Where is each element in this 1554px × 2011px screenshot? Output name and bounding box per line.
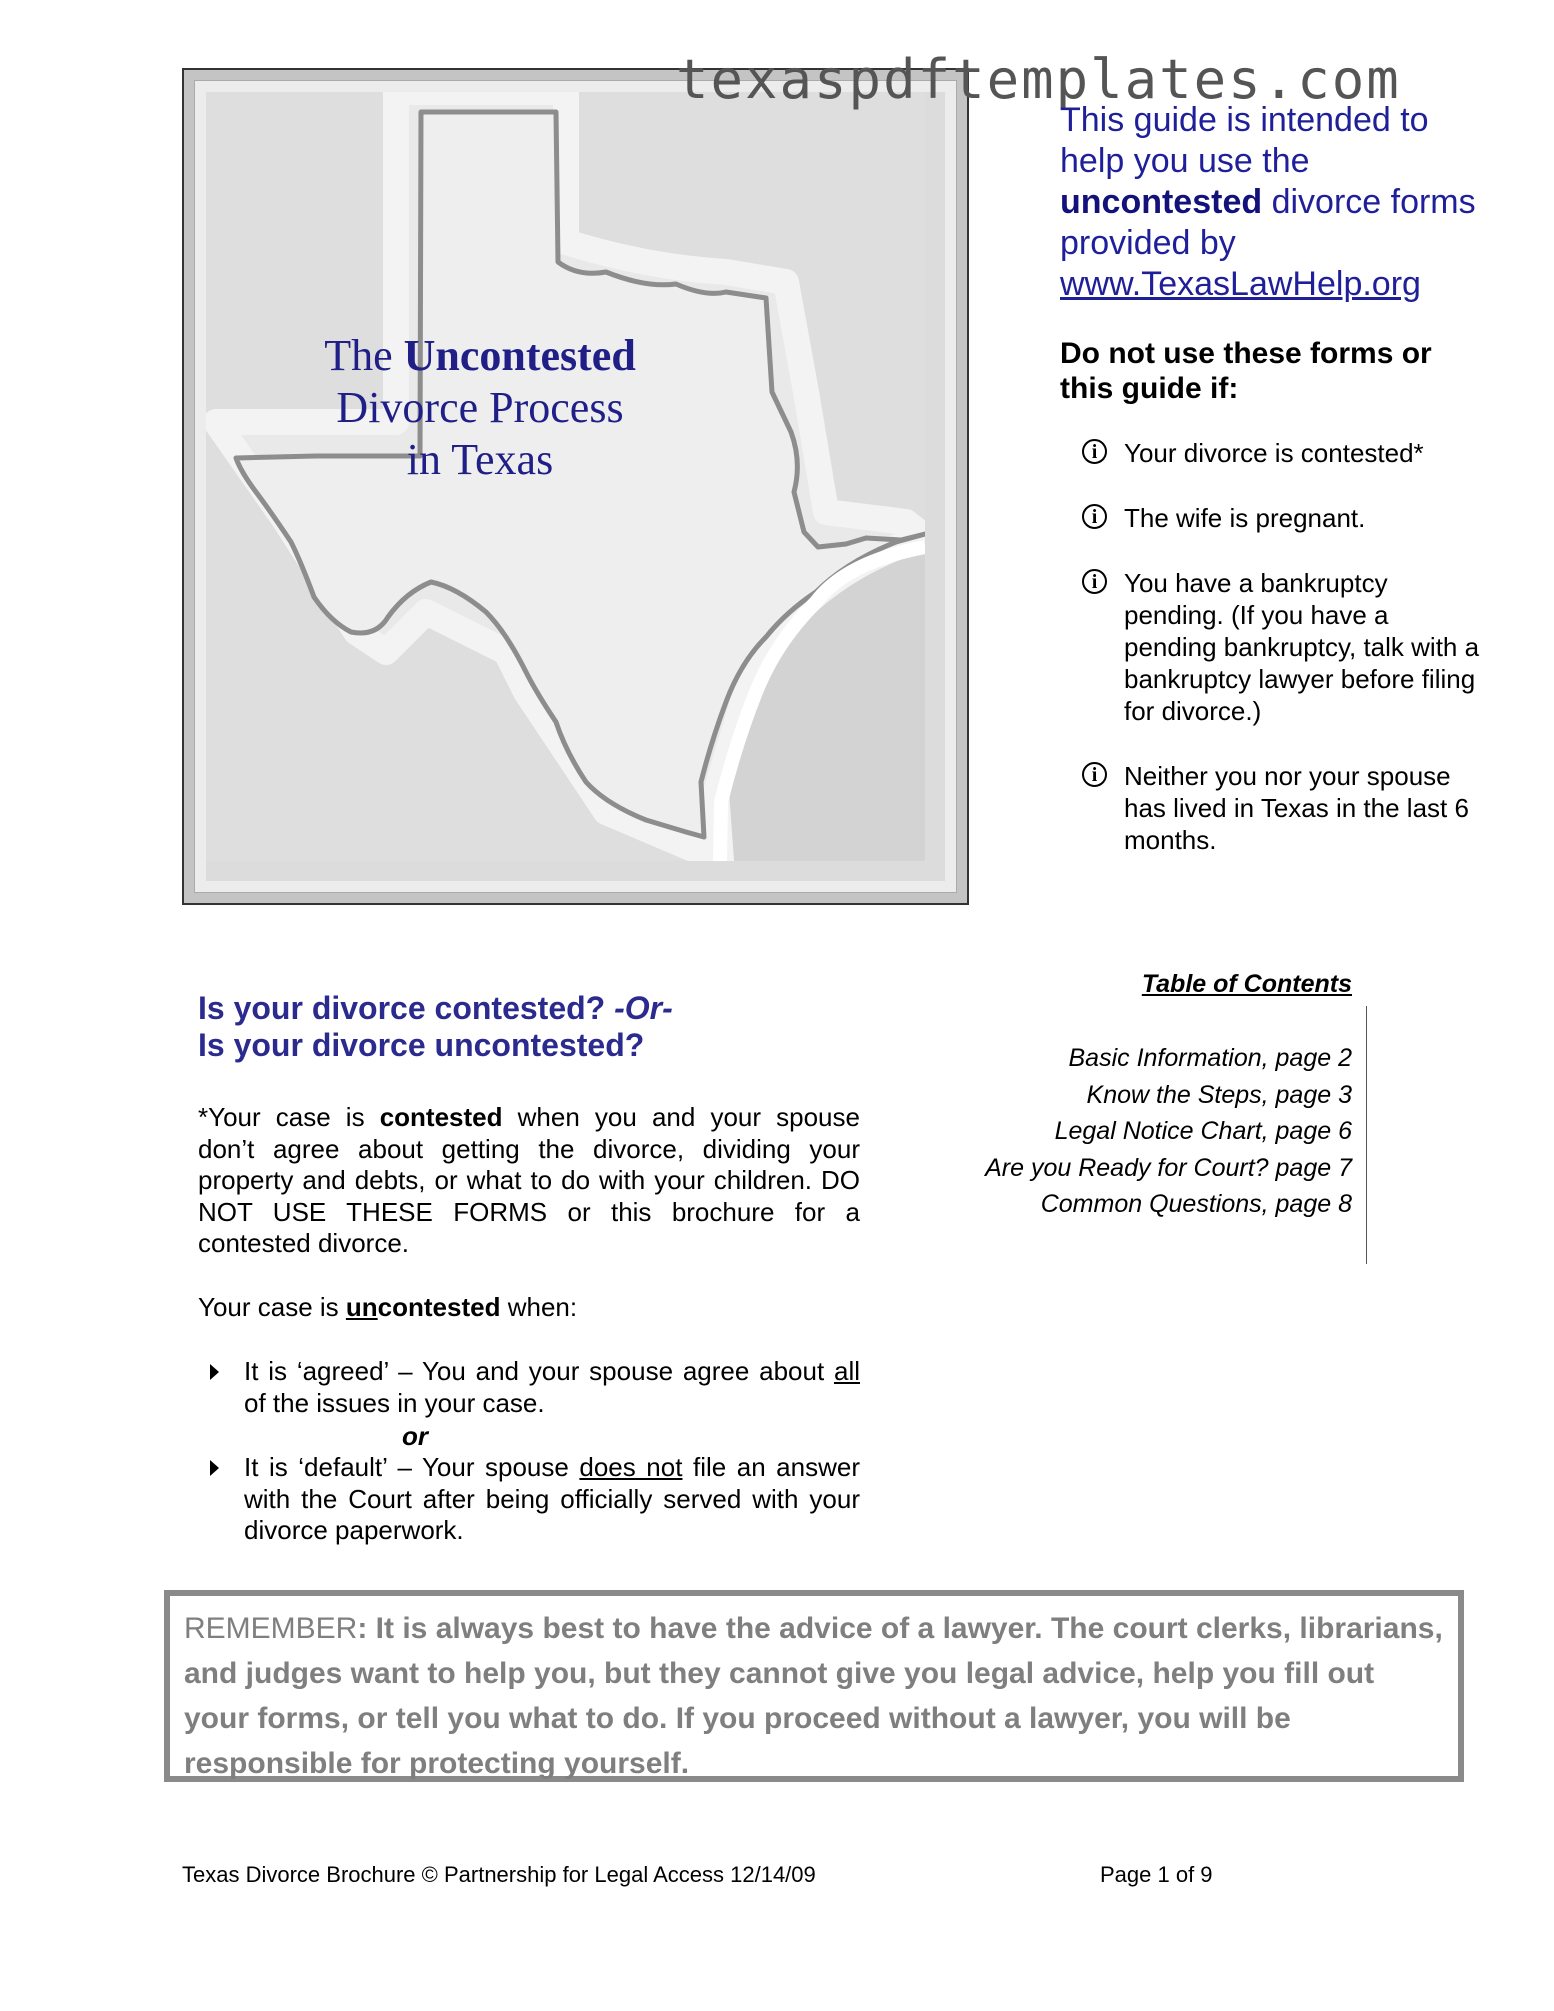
info-icon: i bbox=[1082, 762, 1107, 787]
toc-item[interactable]: Are you Ready for Court? page 7 bbox=[985, 1153, 1352, 1182]
warning-heading: Do not use these forms or this guide if: bbox=[1060, 337, 1432, 405]
toc-list bbox=[930, 1040, 1352, 1223]
bullet-default: It is ‘default’ – Your spouse does not file an answer with the Court after being officially served with your divorce paperwork. bbox=[198, 1452, 860, 1548]
remember-label: REMEMBER bbox=[184, 1612, 358, 1645]
toc-item[interactable]: Know the Steps, page 3 bbox=[1086, 1080, 1352, 1109]
cover-art bbox=[206, 92, 945, 881]
warning-item: i Your divorce is contested* bbox=[1082, 437, 1502, 471]
toc-item[interactable]: Basic Information, page 2 bbox=[1068, 1044, 1352, 1072]
warning-item: i Neither you nor your spouse has lived in Texas in the last 6 months. bbox=[1082, 760, 1502, 860]
toc-item[interactable]: Legal Notice Chart, page 6 bbox=[1054, 1117, 1352, 1145]
bullet-arrow-icon bbox=[210, 1364, 219, 1380]
toc-item[interactable]: Common Questions, page 8 bbox=[1040, 1190, 1352, 1218]
remember-text: : It is always best to have the advice of a lawyer. The court clerks, librarians, and judges want to help you, but they cannot give you legal advice, help you fill out your forms, or tell you what to do. If you proceed without a lawyer, you will be responsible for protecting yourself. bbox=[184, 1612, 1443, 1780]
remember-box bbox=[164, 1590, 1464, 1782]
texaslawhelp-link[interactable]: www.TexasLawHelp.org bbox=[1060, 265, 1421, 303]
warning-item: i The wife is pregnant. bbox=[1082, 502, 1502, 536]
page-number: Page 1 of 9 bbox=[1100, 1862, 1213, 1887]
uncontested-paragraph: Your case is uncontested when: bbox=[198, 1292, 578, 1322]
footer-copyright: Texas Divorce Brochure © Partnership for Legal Access 12/14/09 bbox=[182, 1862, 816, 1887]
info-icon: i bbox=[1082, 569, 1107, 594]
cover-title: The Uncontested Divorce Process in Texas bbox=[324, 331, 636, 484]
toc-divider bbox=[1366, 1006, 1367, 1264]
or-separator: or bbox=[402, 1421, 428, 1451]
info-icon: i bbox=[1082, 504, 1107, 529]
watermark: texaspdftemplates.com bbox=[676, 48, 1401, 111]
bullet-arrow-icon bbox=[210, 1460, 219, 1476]
cover-title-bold: Uncontested bbox=[403, 331, 636, 380]
warning-item: i You have a bankruptcy pending. (If you have a pending bankruptcy, talk with a bankruptcy lawyer before filing for divorce.) bbox=[1082, 567, 1502, 732]
toc-title: Table of Contents bbox=[1141, 970, 1352, 998]
info-icon: i bbox=[1082, 439, 1107, 464]
cover-image bbox=[182, 68, 969, 905]
intro-text: This guide is intended to help you use the uncontested divorce forms provided by www.TexasLawHelp.org bbox=[1060, 101, 1476, 303]
bullet-agreed: It is ‘agreed’ – You and your spouse agree about all of the issues in your case. bbox=[198, 1356, 860, 1420]
contested-paragraph: *Your case is contested when you and your spouse don’t agree about getting the divorce, dividing your property and debts, or what to do with your children. DO NOT USE THESE FORMS or this brochure for a contested divorce. bbox=[198, 1102, 860, 1258]
question-heading: Is your divorce contested? -Or- Is your divorce uncontested? bbox=[198, 990, 673, 1063]
